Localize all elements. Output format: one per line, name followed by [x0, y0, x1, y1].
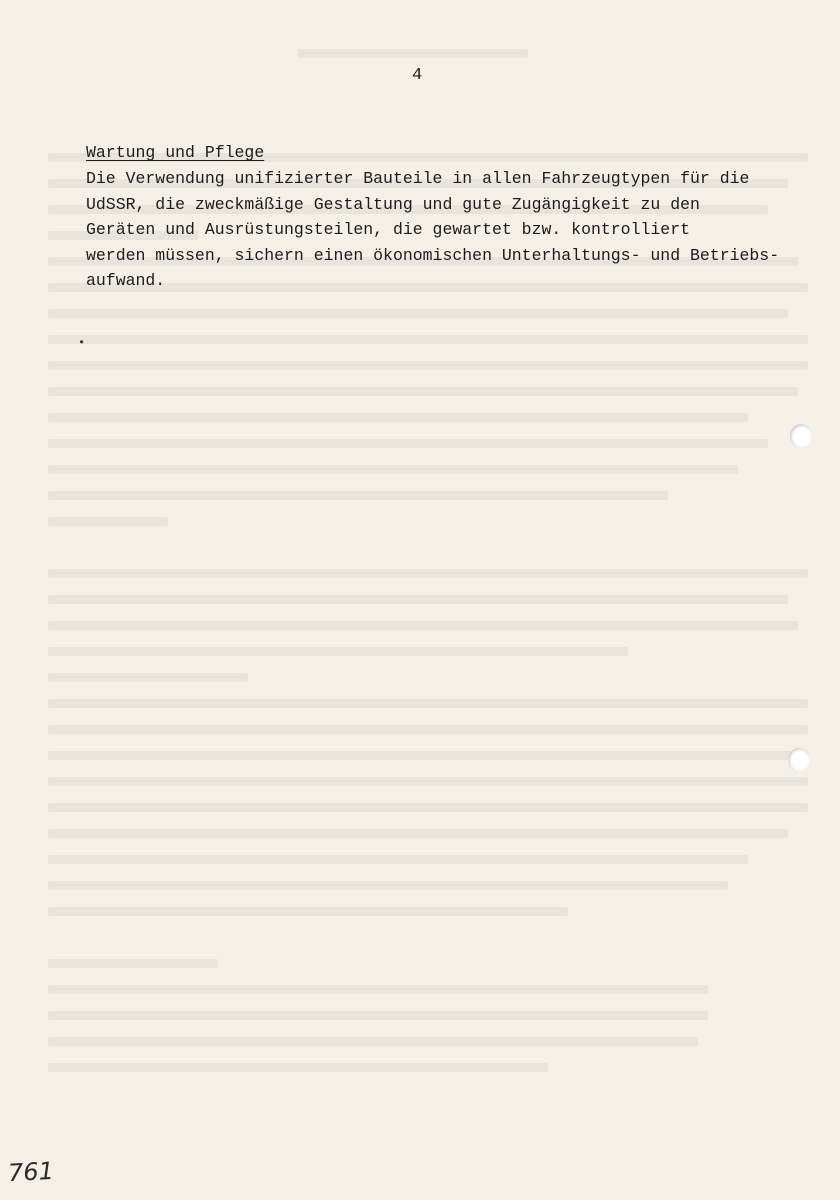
section-maintenance [86, 140, 826, 294]
body-line: UdSSR, die zweckmäßige Gestaltung und gute Zugängigkeit zu den [86, 194, 700, 214]
handwritten-archive-mark: 761 [7, 1156, 55, 1188]
stray-mark: • [78, 336, 86, 350]
body-line: werden müssen, sichern einen ökonomischen Unterhaltungs- und Betriebs- [86, 245, 780, 265]
section-heading: Wartung und Pflege [86, 143, 265, 162]
body-line: Geräten und Ausrüstungsteilen, die gewartet bzw. kontrolliert [86, 220, 690, 240]
punch-hole [788, 748, 810, 772]
body-line: aufwand. [86, 271, 166, 291]
body-line: Die Verwendung unifizierter Bauteile in allen Fahrzeugtypen für die [86, 169, 750, 188]
section-body [86, 166, 826, 294]
page-number: 4 [412, 66, 423, 85]
punch-hole [790, 424, 812, 448]
